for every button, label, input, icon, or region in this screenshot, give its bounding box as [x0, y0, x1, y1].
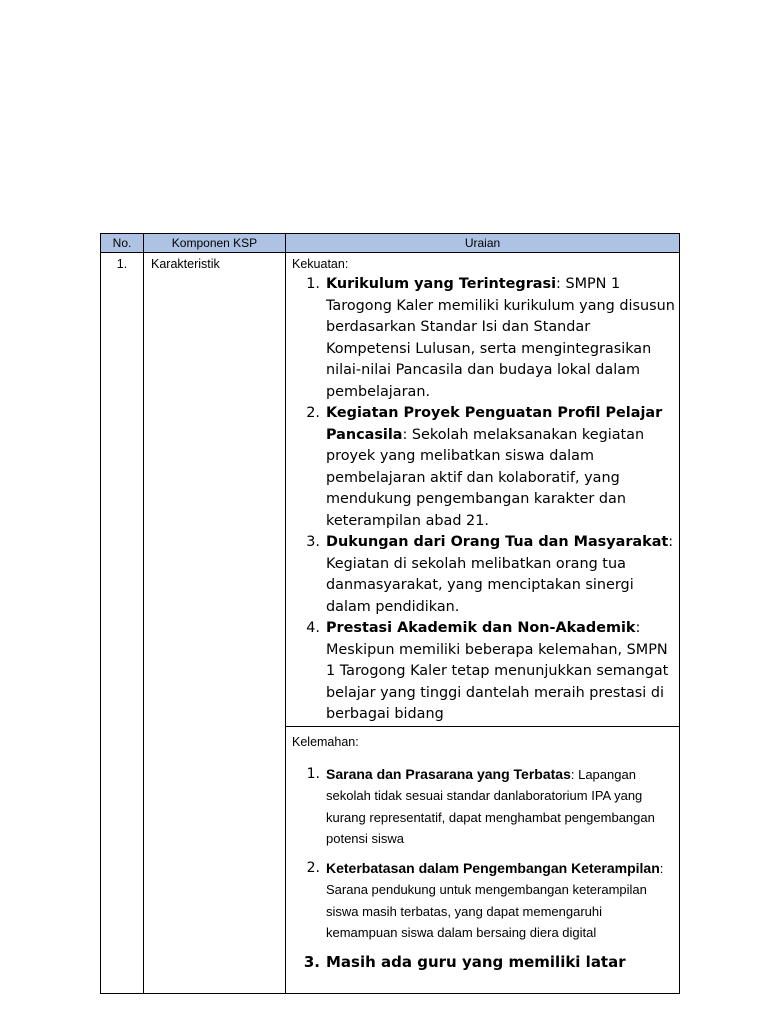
list-number: 1.	[306, 765, 320, 782]
table-row	[101, 253, 680, 727]
item-text: : Kegiatan di sekolah melibatkan orang tua danmasyarakat, yang menciptakan sinergi dalam pendidikan.	[326, 534, 674, 615]
list-number: 2.	[306, 859, 320, 876]
kekuatan-label: Kekuatan:	[292, 257, 349, 271]
kelemahan-cell	[286, 726, 680, 993]
list-item	[286, 403, 679, 532]
kelemahan-list	[286, 764, 679, 975]
header-komponen: Komponen KSP	[144, 234, 286, 253]
item-heading: Keterbatasan dalam Pengembangan Keterampilan	[326, 859, 660, 876]
list-number: 3.	[306, 534, 320, 550]
item-heading: Kurikulum yang Terintegrasi	[326, 276, 557, 292]
list-item	[286, 952, 679, 975]
kekuatan-cell	[286, 253, 680, 727]
list-number: 2.	[306, 405, 320, 421]
list-number: 4.	[306, 620, 320, 636]
ksp-table	[100, 233, 680, 994]
item-heading: Dukungan dari Orang Tua dan Masyarakat	[326, 534, 669, 550]
item-heading: Kegiatan Proyek Penguatan Profil Pelajar Pancasila	[326, 405, 663, 443]
item-heading: Masih ada guru yang memiliki latar	[326, 952, 626, 971]
table-header-row	[101, 234, 680, 253]
item-text: : Sarana pendukung untuk mengembangan keterampilan siswa masih terbatas, yang dapat memengaruhi kemampuan siswa dalam bersaing diera digital	[326, 860, 664, 940]
item-text: : SMPN 1 Tarogong Kaler memiliki kurikulum yang disusun berdasarkan Standar Isi dan Standar Kompetensi Lulusan, serta mengintegrasikan nilai-nilai Pancasila dan budaya lokal dalam pembelajaran.	[326, 276, 675, 400]
item-text: : Meskipun memiliki beberapa kelemahan, SMPN 1 Tarogong Kaler tetap menunjukkan semangat belajar yang tinggi dantelah meraih prestasi di berbagai bidang	[326, 620, 669, 722]
list-number: 1.	[306, 276, 320, 292]
list-item	[286, 764, 679, 850]
header-uraian: Uraian	[286, 234, 680, 253]
header-no: No.	[101, 234, 144, 253]
row-number: 1.	[101, 253, 144, 994]
list-item	[286, 274, 679, 403]
list-number: 3.	[303, 952, 320, 971]
kelemahan-label: Kelemahan:	[292, 734, 359, 749]
kekuatan-list	[286, 274, 679, 726]
row-komponen: Karakteristik	[144, 253, 286, 994]
item-heading: Prestasi Akademik dan Non-Akademik	[326, 620, 636, 636]
list-item	[286, 532, 679, 618]
list-item	[286, 858, 679, 944]
item-text: : Lapangan sekolah tidak sesuai standar danlaboratorium IPA yang kurang representatif, dapat menghambat pengembangan potensi siswa	[326, 766, 655, 846]
item-text: : Sekolah melaksanakan kegiatan proyek yang melibatkan siswa dalam pembelajaran aktif dan kolaboratif, yang mendukung pengembangan karakter dan keterampilan abad 21.	[326, 426, 645, 529]
item-heading: Sarana dan Prasarana yang Terbatas	[326, 765, 571, 782]
list-item	[286, 618, 679, 726]
